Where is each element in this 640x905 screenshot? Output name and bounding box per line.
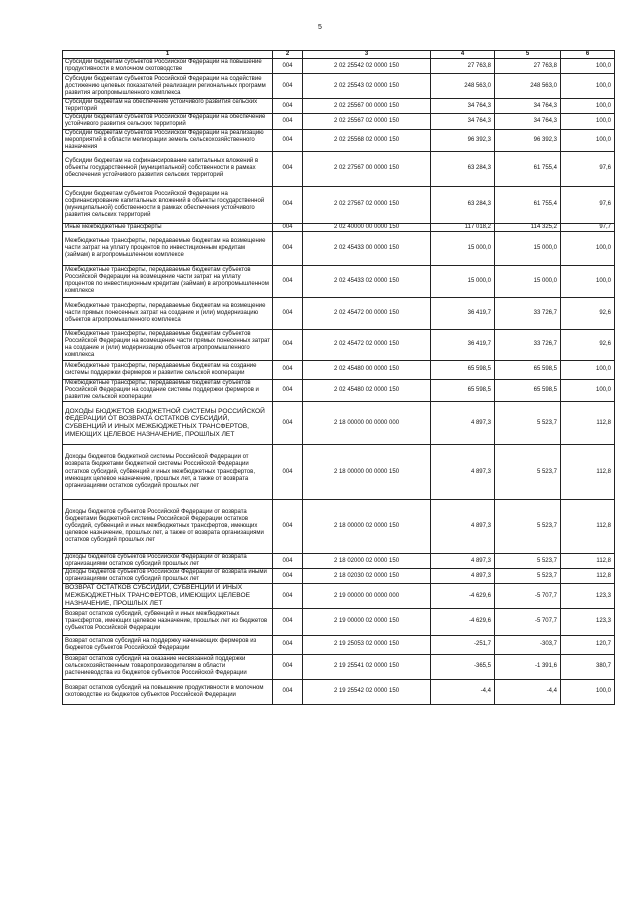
row-kbk: 2 18 00000 00 0000 150 — [303, 445, 431, 500]
row-value-plan: -4,4 — [431, 679, 495, 704]
table-row — [63, 231, 615, 265]
row-name: Межбюджетные трансферты, передаваемые бюджетам субъектов Российской Федерации на создание системы поддержки фермеров и развитие сельской кооперации — [63, 379, 273, 401]
row-code: 004 — [273, 114, 303, 129]
row-kbk: 2 19 00000 00 0000 000 — [303, 584, 431, 608]
row-value-fact: 27 763,8 — [495, 59, 561, 74]
row-name: Доходы бюджетов субъектов Российской Федерации от возврата иными организациями остатков субсидий прошлых лет — [63, 569, 273, 584]
table-row — [63, 74, 615, 99]
row-name: Межбюджетные трансферты, передаваемые бюджетам субъектов Российской Федерации на возмещение части затрат на уплату процентов по инвестиционным кредитам (займам) в агропромышленном комплексе — [63, 265, 273, 297]
row-code: 004 — [273, 265, 303, 297]
row-percent: 100,0 — [561, 379, 615, 401]
row-value-plan: 117 018,2 — [431, 223, 495, 231]
row-value-plan: -251,7 — [431, 635, 495, 654]
row-value-fact: 34 764,3 — [495, 114, 561, 129]
row-value-plan: 4 897,3 — [431, 569, 495, 584]
row-name: Возврат остатков субсидий, субвенций и иных межбюджетных трансфертов, имеющих целевое назначение, прошлых лет из бюджетов субъектов Российской Федерации — [63, 608, 273, 635]
row-value-fact: 61 755,4 — [495, 186, 561, 223]
table-row — [63, 129, 615, 151]
row-kbk: 2 02 25567 00 0000 150 — [303, 99, 431, 114]
row-code: 004 — [273, 608, 303, 635]
table-row — [63, 635, 615, 654]
table-row — [63, 584, 615, 608]
row-value-fact: -303,7 — [495, 635, 561, 654]
column-header: 3 — [303, 51, 431, 59]
row-kbk: 2 18 02000 02 0000 150 — [303, 554, 431, 569]
row-name: Доходы бюджетов субъектов Российской Федерации от возврата организациями остатков субсидий прошлых лет — [63, 554, 273, 569]
row-value-plan: 63 284,3 — [431, 151, 495, 186]
row-name: Доходы бюджетов бюджетной системы Российской Федерации от возврата бюджетами бюджетной системы Российской Федерации остатков субсидий, субвенций и иных межбюджетных трансфертов, имеющих целевое назначение, прошлых лет, а также от возврата организациями остатков субсидий прошлых лет — [63, 445, 273, 500]
row-kbk: 2 02 25543 02 0000 150 — [303, 74, 431, 99]
table-row — [63, 223, 615, 231]
table-row — [63, 59, 615, 74]
row-name: Субсидии бюджетам на обеспечение устойчивого развития сельских территорий — [63, 99, 273, 114]
row-kbk: 2 18 02030 02 0000 150 — [303, 569, 431, 584]
row-code: 004 — [273, 231, 303, 265]
row-value-fact: 61 755,4 — [495, 151, 561, 186]
row-value-plan: 34 764,3 — [431, 99, 495, 114]
row-name: Субсидии бюджетам субъектов Российской Федерации на софинансирование капитальных вложений в объекты государственной (муниципальной) собственности в рамках обеспечения устойчивого развития сельских территорий — [63, 186, 273, 223]
row-kbk: 2 02 45433 02 0000 150 — [303, 265, 431, 297]
row-value-fact: 65 598,5 — [495, 360, 561, 379]
row-value-fact: 5 523,7 — [495, 445, 561, 500]
row-code: 004 — [273, 129, 303, 151]
row-value-plan: 96 392,3 — [431, 129, 495, 151]
row-code: 004 — [273, 297, 303, 329]
row-code: 004 — [273, 554, 303, 569]
row-percent: 97,6 — [561, 186, 615, 223]
row-name: Межбюджетные трансферты, передаваемые бюджетам на возмещение части прямых понесенных затрат на создание и (или) модернизацию объектов агропромышленного комплекса — [63, 297, 273, 329]
row-value-fact: 114 325,2 — [495, 223, 561, 231]
row-value-plan: 65 598,5 — [431, 360, 495, 379]
row-code: 004 — [273, 99, 303, 114]
row-name: Субсидии бюджетам субъектов Российской Федерации на содействие достижению целевых показателей реализации региональных программ развития агропромышленного комплекса — [63, 74, 273, 99]
row-value-fact: 5 523,7 — [495, 402, 561, 445]
row-name: Субсидии бюджетам на софинансирование капитальных вложений в объекты государственной (муниципальной) собственности в рамках обеспечения устойчивого развития сельских территорий — [63, 151, 273, 186]
row-value-fact: -5 707,7 — [495, 584, 561, 608]
row-name: ДОХОДЫ БЮДЖЕТОВ БЮДЖЕТНОЙ СИСТЕМЫ РОССИЙСКОЙ ФЕДЕРАЦИИ ОТ ВОЗВРАТА ОСТАТКОВ СУБСИДИЙ, СУБВЕНЦИЙ И ИНЫХ МЕЖБЮДЖЕТНЫХ ТРАНСФЕРТОВ, ИМЕЮЩИХ ЦЕЛЕВОЕ НАЗНАЧЕНИЕ, ПРОШЛЫХ ЛЕТ — [63, 402, 273, 445]
row-value-plan: 36 419,7 — [431, 297, 495, 329]
table-row — [63, 151, 615, 186]
row-kbk: 2 02 45472 00 0000 150 — [303, 297, 431, 329]
page-number: 5 — [318, 24, 322, 31]
row-value-plan: 27 763,8 — [431, 59, 495, 74]
row-percent: 92,6 — [561, 329, 615, 360]
row-value-plan: 63 284,3 — [431, 186, 495, 223]
table-row — [63, 186, 615, 223]
row-percent: 112,8 — [561, 445, 615, 500]
row-value-plan: -4 629,6 — [431, 608, 495, 635]
table-row — [63, 360, 615, 379]
row-kbk: 2 19 25542 02 0000 150 — [303, 679, 431, 704]
row-kbk: 2 02 45480 00 0000 150 — [303, 360, 431, 379]
row-value-plan: 15 000,0 — [431, 265, 495, 297]
row-value-fact: 248 563,0 — [495, 74, 561, 99]
table-row — [63, 500, 615, 554]
row-value-fact: 96 392,3 — [495, 129, 561, 151]
row-value-fact: -1 391,6 — [495, 654, 561, 679]
row-percent: 100,0 — [561, 114, 615, 129]
table-row — [63, 99, 615, 114]
row-percent: 120,7 — [561, 635, 615, 654]
row-code: 004 — [273, 360, 303, 379]
row-code: 004 — [273, 186, 303, 223]
table-row — [63, 569, 615, 584]
column-header: 1 — [63, 51, 273, 59]
table-row — [63, 679, 615, 704]
row-value-fact: 5 523,7 — [495, 569, 561, 584]
row-name: Доходы бюджетов субъектов Российской Федерации от возврата бюджетами бюджетной системы Российской Федерации остатков субсидий, субвенций и иных межбюджетных трансфертов, имеющих целевое назначение, прошлых лет, а также от возврата организациями остатков субсидий прошлых лет — [63, 500, 273, 554]
row-percent: 100,0 — [561, 74, 615, 99]
row-percent: 112,8 — [561, 554, 615, 569]
row-percent: 100,0 — [561, 265, 615, 297]
row-code: 004 — [273, 584, 303, 608]
row-kbk: 2 02 27567 00 0000 150 — [303, 151, 431, 186]
row-kbk: 2 02 45480 02 0000 150 — [303, 379, 431, 401]
row-value-plan: 15 000,0 — [431, 231, 495, 265]
row-value-plan: 4 897,3 — [431, 554, 495, 569]
row-percent: 100,0 — [561, 679, 615, 704]
table-row — [63, 445, 615, 500]
row-kbk: 2 02 25567 02 0000 150 — [303, 114, 431, 129]
column-header: 2 — [273, 51, 303, 59]
row-percent: 380,7 — [561, 654, 615, 679]
row-value-plan: -365,5 — [431, 654, 495, 679]
row-kbk: 2 19 00000 02 0000 150 — [303, 608, 431, 635]
row-code: 004 — [273, 74, 303, 99]
table-row — [63, 379, 615, 401]
column-header: 6 — [561, 51, 615, 59]
row-percent: 92,6 — [561, 297, 615, 329]
row-name: Субсидии бюджетам субъектов Российской Федерации на обеспечение устойчивого развития сельских территорий — [63, 114, 273, 129]
row-percent: 100,0 — [561, 99, 615, 114]
row-percent: 100,0 — [561, 129, 615, 151]
row-code: 004 — [273, 151, 303, 186]
row-code: 004 — [273, 329, 303, 360]
row-percent: 123,3 — [561, 608, 615, 635]
table-row — [63, 554, 615, 569]
row-percent: 112,8 — [561, 500, 615, 554]
row-kbk: 2 19 25541 02 0000 150 — [303, 654, 431, 679]
row-percent: 100,0 — [561, 231, 615, 265]
row-code: 004 — [273, 500, 303, 554]
row-name: Межбюджетные трансферты, передаваемые бюджетам субъектов Российской Федерации на возмещение части прямых понесенных затрат на создание и (или) модернизацию объектов агропромышленного комплекса — [63, 329, 273, 360]
row-value-plan: 4 897,3 — [431, 500, 495, 554]
row-code: 004 — [273, 379, 303, 401]
row-code: 004 — [273, 402, 303, 445]
row-kbk: 2 19 25053 02 0000 150 — [303, 635, 431, 654]
row-code: 004 — [273, 569, 303, 584]
row-name: Межбюджетные трансферты, передаваемые бюджетам на создание системы поддержки фермеров и развитие сельской кооперации — [63, 360, 273, 379]
column-header: 4 — [431, 51, 495, 59]
table-row — [63, 265, 615, 297]
row-value-fact: 65 598,5 — [495, 379, 561, 401]
row-kbk: 2 02 40000 00 0000 150 — [303, 223, 431, 231]
row-name: ВОЗВРАТ ОСТАТКОВ СУБСИДИЙ, СУБВЕНЦИЙ И ИНЫХ МЕЖБЮДЖЕТНЫХ ТРАНСФЕРТОВ, ИМЕЮЩИХ ЦЕЛЕВОЕ НАЗНАЧЕНИЕ, ПРОШЛЫХ ЛЕТ — [63, 584, 273, 608]
row-value-fact: 5 523,7 — [495, 554, 561, 569]
row-name: Возврат остатков субсидий на повышение продуктивности в молочном скотоводстве из бюджетов субъектов Российской Федерации — [63, 679, 273, 704]
table-row — [63, 608, 615, 635]
row-kbk: 2 02 27567 02 0000 150 — [303, 186, 431, 223]
row-value-plan: 34 764,3 — [431, 114, 495, 129]
row-name: Субсидии бюджетам субъектов Российской Федерации на повышение продуктивности в молочном скотоводстве — [63, 59, 273, 74]
row-code: 004 — [273, 59, 303, 74]
row-value-fact: -5 707,7 — [495, 608, 561, 635]
row-kbk: 2 02 45472 02 0000 150 — [303, 329, 431, 360]
row-name: Возврат остатков субсидий на оказание несвязанной поддержки сельскохозяйственным товаропроизводителям в области растениеводства из бюджетов субъектов Российской Федерации — [63, 654, 273, 679]
row-percent: 112,8 — [561, 402, 615, 445]
row-code: 004 — [273, 679, 303, 704]
row-kbk: 2 02 45433 00 0000 150 — [303, 231, 431, 265]
row-name: Иные межбюджетные трансферты — [63, 223, 273, 231]
row-value-fact: 5 523,7 — [495, 500, 561, 554]
column-header: 5 — [495, 51, 561, 59]
row-name: Межбюджетные трансферты, передаваемые бюджетам на возмещение части затрат на уплату процентов по инвестиционным кредитам (займам) в агропромышленном комплексе — [63, 231, 273, 265]
row-code: 004 — [273, 654, 303, 679]
row-value-fact: 33 726,7 — [495, 297, 561, 329]
row-value-fact: 15 000,0 — [495, 231, 561, 265]
row-value-plan: 248 563,0 — [431, 74, 495, 99]
budget-table — [62, 50, 615, 705]
table-row — [63, 329, 615, 360]
table-row — [63, 654, 615, 679]
row-percent: 123,3 — [561, 584, 615, 608]
row-value-plan: -4 629,6 — [431, 584, 495, 608]
table-row — [63, 402, 615, 445]
row-percent: 100,0 — [561, 360, 615, 379]
table-header-row — [63, 51, 615, 59]
row-value-fact: -4,4 — [495, 679, 561, 704]
table-row — [63, 114, 615, 129]
row-value-plan: 4 897,3 — [431, 445, 495, 500]
row-percent: 97,7 — [561, 223, 615, 231]
row-value-fact: 15 000,0 — [495, 265, 561, 297]
row-code: 004 — [273, 223, 303, 231]
row-code: 004 — [273, 445, 303, 500]
row-percent: 97,6 — [561, 151, 615, 186]
row-value-fact: 33 726,7 — [495, 329, 561, 360]
row-kbk: 2 18 00000 00 0000 000 — [303, 402, 431, 445]
row-value-plan: 36 419,7 — [431, 329, 495, 360]
row-kbk: 2 02 25568 02 0000 150 — [303, 129, 431, 151]
row-code: 004 — [273, 635, 303, 654]
row-name: Возврат остатков субсидий на поддержку начинающих фермеров из бюджетов субъектов Российской Федерации — [63, 635, 273, 654]
row-value-plan: 65 598,5 — [431, 379, 495, 401]
row-value-fact: 34 764,3 — [495, 99, 561, 114]
row-value-plan: 4 897,3 — [431, 402, 495, 445]
row-percent: 100,0 — [561, 59, 615, 74]
table-row — [63, 297, 615, 329]
row-kbk: 2 18 00000 02 0000 150 — [303, 500, 431, 554]
row-kbk: 2 02 25542 02 0000 150 — [303, 59, 431, 74]
row-name: Субсидии бюджетам субъектов Российской Федерации на реализацию мероприятий в области мелиорации земель сельскохозяйственного назначения — [63, 129, 273, 151]
row-percent: 112,8 — [561, 569, 615, 584]
